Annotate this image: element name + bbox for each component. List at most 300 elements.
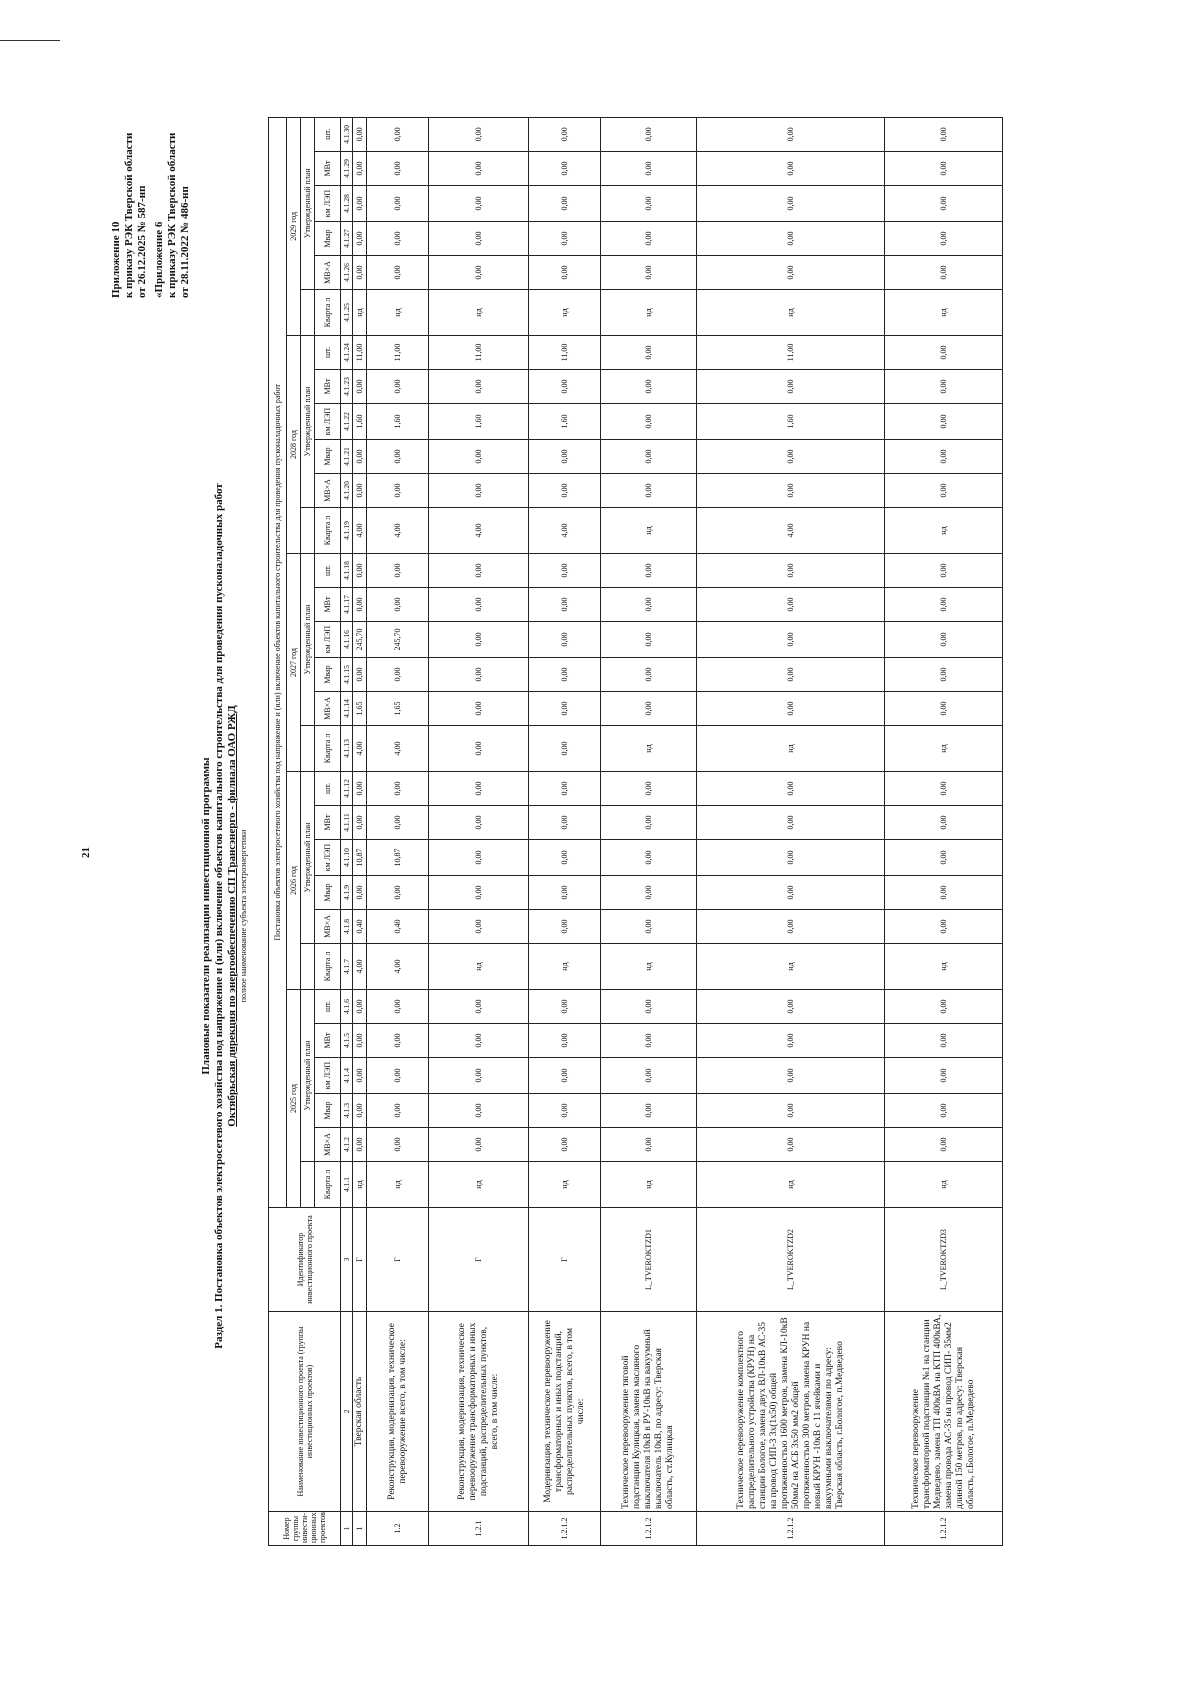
- value-cell: 0,00: [429, 222, 529, 256]
- unit-header: Кварта л: [315, 944, 341, 990]
- value-cell: 1,60: [697, 404, 885, 440]
- value-cell: 0,00: [697, 1058, 885, 1094]
- table-row: [697, 117, 885, 1545]
- unit-header: МВ×А: [315, 1128, 341, 1162]
- col-number: 2: [341, 1312, 353, 1512]
- value-cell: 0,00: [367, 117, 429, 151]
- value-cell: 0,00: [353, 772, 367, 806]
- row-name: Реконструкция, модернизация, техническое перевооружение трансформаторных и иных подстанций, распределительных пунктов, всего, в том числе:: [429, 1312, 529, 1512]
- value-cell: 0,00: [885, 1128, 1003, 1162]
- value-cell: 0,00: [353, 256, 367, 290]
- year-header: 2028 год: [287, 336, 301, 554]
- value-cell: 0,00: [601, 474, 697, 508]
- value-cell: 0,00: [529, 588, 601, 622]
- col-number: 4.1.22: [341, 404, 353, 440]
- value-cell: нд: [529, 944, 601, 990]
- unit-header: шт.: [315, 772, 341, 806]
- plan-header: Утвержденный план: [301, 117, 315, 289]
- value-cell: 0,00: [353, 152, 367, 186]
- unit-header: МВт: [315, 588, 341, 622]
- value-cell: 0,00: [529, 876, 601, 910]
- value-cell: 0,00: [367, 222, 429, 256]
- value-cell: 0,00: [601, 840, 697, 876]
- unit-header: МВт: [315, 806, 341, 840]
- value-cell: 0,00: [697, 440, 885, 474]
- value-cell: 0,00: [367, 440, 429, 474]
- value-cell: 0,00: [429, 1024, 529, 1058]
- value-cell: нд: [697, 726, 885, 772]
- value-cell: 0,00: [885, 658, 1003, 692]
- value-cell: 0,00: [697, 588, 885, 622]
- unit-header: МВт: [315, 152, 341, 186]
- value-cell: 0,00: [697, 554, 885, 588]
- value-cell: 10,87: [367, 840, 429, 876]
- col-number: 4.1.30: [341, 117, 353, 151]
- value-cell: 0,00: [885, 1024, 1003, 1058]
- value-cell: нд: [529, 1162, 601, 1208]
- value-cell: 0,00: [367, 474, 429, 508]
- col-number: 4.1.8: [341, 910, 353, 944]
- value-cell: 0,00: [601, 186, 697, 222]
- col-number: 4.1.11: [341, 806, 353, 840]
- value-cell: 1,60: [353, 404, 367, 440]
- value-cell: нд: [429, 290, 529, 336]
- value-cell: 0,00: [601, 658, 697, 692]
- col-number: 4.1.29: [341, 152, 353, 186]
- value-cell: 0,00: [697, 152, 885, 186]
- value-cell: 0,00: [529, 554, 601, 588]
- value-cell: 0,00: [601, 222, 697, 256]
- value-cell: 0,00: [697, 186, 885, 222]
- value-cell: 0,00: [601, 772, 697, 806]
- value-cell: 0,00: [697, 692, 885, 726]
- value-cell: 0,00: [885, 772, 1003, 806]
- value-cell: 0,00: [697, 840, 885, 876]
- value-cell: нд: [601, 508, 697, 554]
- blank-cell: [301, 726, 315, 772]
- value-cell: 0,00: [529, 152, 601, 186]
- row-identifier: L_TVEROKTZD2: [697, 1208, 885, 1312]
- row-name: Техническое перевооружение тяговой подстанции Кулицкая, замена масляного выключателя 10кВ в РУ-10кВ на вакуумный выключатель 10кВ, по адресу: Тверская область, ст.Кулицкая: [601, 1312, 697, 1512]
- value-cell: 0,00: [353, 222, 367, 256]
- unit-header: шт.: [315, 554, 341, 588]
- value-cell: 0,00: [885, 588, 1003, 622]
- value-cell: 0,00: [697, 117, 885, 151]
- value-cell: 0,00: [429, 1058, 529, 1094]
- value-cell: 0,00: [353, 658, 367, 692]
- value-cell: 0,00: [529, 370, 601, 404]
- value-cell: 0,00: [601, 588, 697, 622]
- unit-header: Мвар: [315, 1094, 341, 1128]
- organization-name: Октябрьская дирекция по энергообеспечению СП Трансэнерго - филиала ОАО РЖД: [226, 705, 238, 1127]
- value-cell: 0,00: [367, 588, 429, 622]
- row-number: 1.2.1.2: [529, 1512, 601, 1546]
- value-cell: 245,70: [367, 622, 429, 658]
- value-cell: 0,00: [353, 1058, 367, 1094]
- table-row: [353, 117, 367, 1545]
- value-cell: 0,00: [529, 622, 601, 658]
- value-cell: 0,00: [529, 806, 601, 840]
- value-cell: 4,00: [353, 944, 367, 990]
- value-cell: 4,00: [367, 508, 429, 554]
- value-cell: 0,00: [429, 910, 529, 944]
- unit-header: МВ×А: [315, 692, 341, 726]
- unit-header: шт.: [315, 990, 341, 1024]
- value-cell: 0,00: [367, 186, 429, 222]
- value-cell: 0,00: [885, 186, 1003, 222]
- annex-block: [110, 133, 192, 298]
- value-cell: 0,00: [353, 876, 367, 910]
- value-cell: 0,00: [429, 256, 529, 290]
- col-number: 4.1.3: [341, 1094, 353, 1128]
- value-cell: 0,00: [529, 658, 601, 692]
- blank-cell: [301, 508, 315, 554]
- col-number: 1: [341, 1512, 353, 1546]
- value-cell: 0,00: [367, 658, 429, 692]
- unit-header: км ЛЭП: [315, 1058, 341, 1094]
- value-cell: 0,00: [367, 1128, 429, 1162]
- value-cell: 4,00: [429, 508, 529, 554]
- value-cell: 0,00: [529, 692, 601, 726]
- value-cell: 0,00: [353, 1094, 367, 1128]
- col-number: 4.1.5: [341, 1024, 353, 1058]
- unit-header: Кварта л: [315, 1162, 341, 1208]
- table-row: [601, 117, 697, 1545]
- value-cell: 0,00: [529, 840, 601, 876]
- value-cell: 0,00: [367, 256, 429, 290]
- col-number: 4.1.14: [341, 692, 353, 726]
- col-number: 4.1.10: [341, 840, 353, 876]
- value-cell: 0,00: [367, 772, 429, 806]
- value-cell: 0,00: [367, 1094, 429, 1128]
- value-cell: 1,60: [367, 404, 429, 440]
- blank-cell: [301, 944, 315, 990]
- value-cell: нд: [885, 944, 1003, 990]
- col-number: 4.1.28: [341, 186, 353, 222]
- value-cell: 0,00: [529, 1094, 601, 1128]
- annex-line: от 28.11.2022 № 486-нп: [179, 186, 191, 298]
- value-cell: 0,00: [601, 152, 697, 186]
- row-identifier: Г: [367, 1208, 429, 1312]
- value-cell: 0,40: [353, 910, 367, 944]
- value-cell: 0,00: [697, 658, 885, 692]
- value-cell: 0,00: [529, 256, 601, 290]
- value-cell: 0,00: [601, 622, 697, 658]
- value-cell: 0,00: [429, 117, 529, 151]
- value-cell: 0,00: [529, 1058, 601, 1094]
- unit-header: Кварта л: [315, 290, 341, 336]
- value-cell: 0,00: [697, 622, 885, 658]
- value-cell: 0,00: [429, 370, 529, 404]
- unit-header: Мвар: [315, 222, 341, 256]
- value-cell: 0,40: [367, 910, 429, 944]
- value-cell: 0,00: [885, 1094, 1003, 1128]
- value-cell: 0,00: [367, 1058, 429, 1094]
- value-cell: 0,00: [697, 474, 885, 508]
- value-cell: 0,00: [697, 876, 885, 910]
- value-cell: 0,00: [885, 990, 1003, 1024]
- blank-cell: [301, 1162, 315, 1208]
- value-cell: 0,00: [429, 474, 529, 508]
- row-number: 1.2.1: [429, 1512, 529, 1546]
- row-identifier: L_TVEROKTZD1: [601, 1208, 697, 1312]
- value-cell: 0,00: [885, 117, 1003, 151]
- unit-header: км ЛЭП: [315, 404, 341, 440]
- table-row: [885, 117, 1003, 1545]
- col-number: 4.1.23: [341, 370, 353, 404]
- annex-line: «Приложение 6: [153, 221, 165, 298]
- value-cell: 0,00: [601, 336, 697, 370]
- col-number: 4.1.9: [341, 876, 353, 910]
- value-cell: 0,00: [353, 440, 367, 474]
- value-cell: 0,00: [353, 990, 367, 1024]
- value-cell: 0,00: [367, 554, 429, 588]
- value-cell: 0,00: [367, 806, 429, 840]
- value-cell: 0,00: [429, 1094, 529, 1128]
- value-cell: 0,00: [885, 692, 1003, 726]
- value-cell: нд: [885, 1162, 1003, 1208]
- value-cell: 0,00: [353, 474, 367, 508]
- value-cell: 0,00: [429, 186, 529, 222]
- col-number: 4.1.18: [341, 554, 353, 588]
- value-cell: 0,00: [529, 222, 601, 256]
- value-cell: 0,00: [429, 658, 529, 692]
- value-cell: 0,00: [353, 588, 367, 622]
- value-cell: 1,60: [529, 404, 601, 440]
- value-cell: 0,00: [529, 910, 601, 944]
- row-number: 1.2.1.2: [885, 1512, 1003, 1546]
- value-cell: 0,00: [885, 370, 1003, 404]
- table-row: [529, 117, 601, 1545]
- value-cell: 0,00: [697, 910, 885, 944]
- value-cell: 0,00: [429, 1128, 529, 1162]
- value-cell: 0,00: [529, 440, 601, 474]
- col-number: 4.1.4: [341, 1058, 353, 1094]
- annex-line: от 26.12.2025 № 587-нп: [136, 185, 148, 298]
- value-cell: 4,00: [697, 508, 885, 554]
- col-number: 4.1.6: [341, 990, 353, 1024]
- page-number: 21: [80, 847, 92, 858]
- value-cell: нд: [885, 290, 1003, 336]
- value-cell: 0,00: [885, 152, 1003, 186]
- value-cell: 0,00: [601, 876, 697, 910]
- value-cell: 11,00: [529, 336, 601, 370]
- col-number: 4.1.12: [341, 772, 353, 806]
- value-cell: 0,00: [697, 806, 885, 840]
- unit-header: Мвар: [315, 658, 341, 692]
- value-cell: 0,00: [697, 370, 885, 404]
- row-identifier: Г: [529, 1208, 601, 1312]
- value-cell: 0,00: [429, 692, 529, 726]
- row-name: Модернизация, техническое перевооружение трансформаторных и иных подстанций, распределительных пунктов, всего, в том числе:: [529, 1312, 601, 1512]
- value-cell: 0,00: [429, 876, 529, 910]
- unit-header: км ЛЭП: [315, 840, 341, 876]
- col-header-name: Наименование инвестиционного проекта (группы инвестиционных проектов): [269, 1312, 341, 1512]
- value-cell: 0,00: [353, 117, 367, 151]
- value-cell: нд: [601, 1162, 697, 1208]
- value-cell: нд: [697, 944, 885, 990]
- value-cell: 0,00: [885, 806, 1003, 840]
- value-cell: 0,00: [697, 1128, 885, 1162]
- value-cell: 0,00: [353, 186, 367, 222]
- value-cell: 0,00: [885, 440, 1003, 474]
- unit-header: км ЛЭП: [315, 622, 341, 658]
- row-name: Тверская область: [353, 1312, 367, 1512]
- value-cell: 11,00: [697, 336, 885, 370]
- table-row: [367, 117, 429, 1545]
- value-cell: 0,00: [529, 772, 601, 806]
- unit-header: МВт: [315, 1024, 341, 1058]
- value-cell: 0,00: [529, 726, 601, 772]
- value-cell: 0,00: [353, 806, 367, 840]
- value-cell: 0,00: [429, 726, 529, 772]
- value-cell: 0,00: [601, 554, 697, 588]
- value-cell: 0,00: [601, 370, 697, 404]
- value-cell: нд: [885, 508, 1003, 554]
- value-cell: нд: [429, 1162, 529, 1208]
- col-number: 4.1.24: [341, 336, 353, 370]
- value-cell: 0,00: [885, 336, 1003, 370]
- value-cell: нд: [885, 726, 1003, 772]
- col-number: 3: [341, 1208, 353, 1312]
- value-cell: 0,00: [353, 370, 367, 404]
- unit-header: МВт: [315, 370, 341, 404]
- value-cell: 0,00: [529, 990, 601, 1024]
- year-header: 2027 год: [287, 554, 301, 772]
- unit-header: Кварта л: [315, 726, 341, 772]
- row-number: 1.2: [367, 1512, 429, 1546]
- row-number: 1.2.1.2: [601, 1512, 697, 1546]
- col-number: 4.1.20: [341, 474, 353, 508]
- value-cell: 0,00: [885, 1058, 1003, 1094]
- value-cell: 11,00: [353, 336, 367, 370]
- data-table: [268, 117, 1003, 1546]
- value-cell: 0,00: [367, 876, 429, 910]
- value-cell: 0,00: [885, 256, 1003, 290]
- col-header-number: Номер группы инвести-ционных проектов: [269, 1512, 341, 1546]
- col-number: 4.1.17: [341, 588, 353, 622]
- row-name: Реконструкция, модернизация, техническое перевооружение всего, в том числе:: [367, 1312, 429, 1512]
- value-cell: 0,00: [601, 692, 697, 726]
- row-number: 1: [353, 1512, 367, 1546]
- col-header-id: Идентификатор инвестиционного проекта: [269, 1208, 341, 1312]
- plan-header: Утвержденный план: [301, 336, 315, 508]
- value-cell: нд: [601, 290, 697, 336]
- col-number: 4.1.15: [341, 658, 353, 692]
- year-header: 2029 год: [287, 117, 301, 335]
- value-cell: 0,00: [429, 772, 529, 806]
- value-cell: 4,00: [353, 726, 367, 772]
- row-number: 1.2.1.2: [697, 1512, 885, 1546]
- value-cell: 0,00: [697, 222, 885, 256]
- table-row: [429, 117, 529, 1545]
- unit-header: Мвар: [315, 440, 341, 474]
- value-cell: 0,00: [601, 1058, 697, 1094]
- value-cell: нд: [429, 944, 529, 990]
- value-cell: 0,00: [429, 440, 529, 474]
- value-cell: 0,00: [529, 117, 601, 151]
- value-cell: 0,00: [885, 222, 1003, 256]
- value-cell: 0,00: [885, 404, 1003, 440]
- value-cell: 0,00: [529, 474, 601, 508]
- value-cell: 0,00: [697, 772, 885, 806]
- value-cell: 10,87: [353, 840, 367, 876]
- value-cell: 1,65: [353, 692, 367, 726]
- value-cell: 0,00: [601, 806, 697, 840]
- row-identifier: Г: [353, 1208, 367, 1312]
- value-cell: 0,00: [601, 1094, 697, 1128]
- value-cell: 0,00: [885, 554, 1003, 588]
- value-cell: 11,00: [429, 336, 529, 370]
- unit-header: МВ×А: [315, 256, 341, 290]
- value-cell: 0,00: [697, 256, 885, 290]
- row-identifier: L_TVEROKTZD3: [885, 1208, 1003, 1312]
- value-cell: 11,00: [367, 336, 429, 370]
- plan-header: Утвержденный план: [301, 990, 315, 1162]
- row-name: Техническое перевооружение трансформаторной подстанции №1 на станции Медведево, замена ТП 400кВА на КТП 400кВА, замена провода АС-35 на провод СИП- 35мм2 длиной 150 метров, по адресу: Тверская область, г.Бологое, п.Медведево: [885, 1312, 1003, 1512]
- value-cell: 0,00: [367, 152, 429, 186]
- value-cell: 0,00: [429, 990, 529, 1024]
- value-cell: 0,00: [429, 622, 529, 658]
- value-cell: 0,00: [601, 256, 697, 290]
- value-cell: 0,00: [429, 554, 529, 588]
- value-cell: 1,60: [429, 404, 529, 440]
- col-number: 4.1.16: [341, 622, 353, 658]
- value-cell: нд: [367, 290, 429, 336]
- value-cell: 0,00: [601, 404, 697, 440]
- annex-line: Приложение 10: [110, 221, 122, 298]
- organization-caption: полное наименование субъекта электроэнергетики: [239, 829, 248, 1003]
- value-cell: 0,00: [353, 1024, 367, 1058]
- value-cell: 0,00: [601, 117, 697, 151]
- unit-header: Кварта л: [315, 508, 341, 554]
- col-number: 4.1.26: [341, 256, 353, 290]
- value-cell: 0,00: [367, 1024, 429, 1058]
- col-number: 4.1.19: [341, 508, 353, 554]
- col-number: 4.1.25: [341, 290, 353, 336]
- value-cell: 0,00: [885, 622, 1003, 658]
- col-number: 4.1.1: [341, 1162, 353, 1208]
- value-cell: 0,00: [529, 1024, 601, 1058]
- value-cell: 0,00: [885, 910, 1003, 944]
- value-cell: 4,00: [353, 508, 367, 554]
- value-cell: 0,00: [697, 990, 885, 1024]
- value-cell: 0,00: [429, 152, 529, 186]
- value-cell: нд: [529, 290, 601, 336]
- value-cell: нд: [697, 290, 885, 336]
- col-number: 4.1.7: [341, 944, 353, 990]
- annex-line: к приказу РЭК Тверской области: [123, 132, 135, 298]
- value-cell: 0,00: [885, 474, 1003, 508]
- value-cell: 245,70: [353, 622, 367, 658]
- plan-header: Утвержденный план: [301, 772, 315, 944]
- year-header: 2026 год: [287, 772, 301, 990]
- value-cell: 0,00: [885, 840, 1003, 876]
- col-number: 4.1.21: [341, 440, 353, 474]
- col-header-span: Постановка объектов электросетевого хозяйства под напряжение и (или) включение объектов капитального строительства для проведения пусконаладочных работ: [269, 117, 287, 1207]
- year-header: 2025 год: [287, 990, 301, 1208]
- annex-line: к приказу РЭК Тверской области: [166, 132, 178, 298]
- value-cell: 0,00: [697, 1094, 885, 1128]
- value-cell: 0,00: [429, 588, 529, 622]
- value-cell: 0,00: [601, 1128, 697, 1162]
- value-cell: 0,00: [601, 1024, 697, 1058]
- value-cell: 4,00: [529, 508, 601, 554]
- col-number: 4.1.13: [341, 726, 353, 772]
- value-cell: нд: [601, 944, 697, 990]
- value-cell: 0,00: [697, 1024, 885, 1058]
- col-number: 4.1.27: [341, 222, 353, 256]
